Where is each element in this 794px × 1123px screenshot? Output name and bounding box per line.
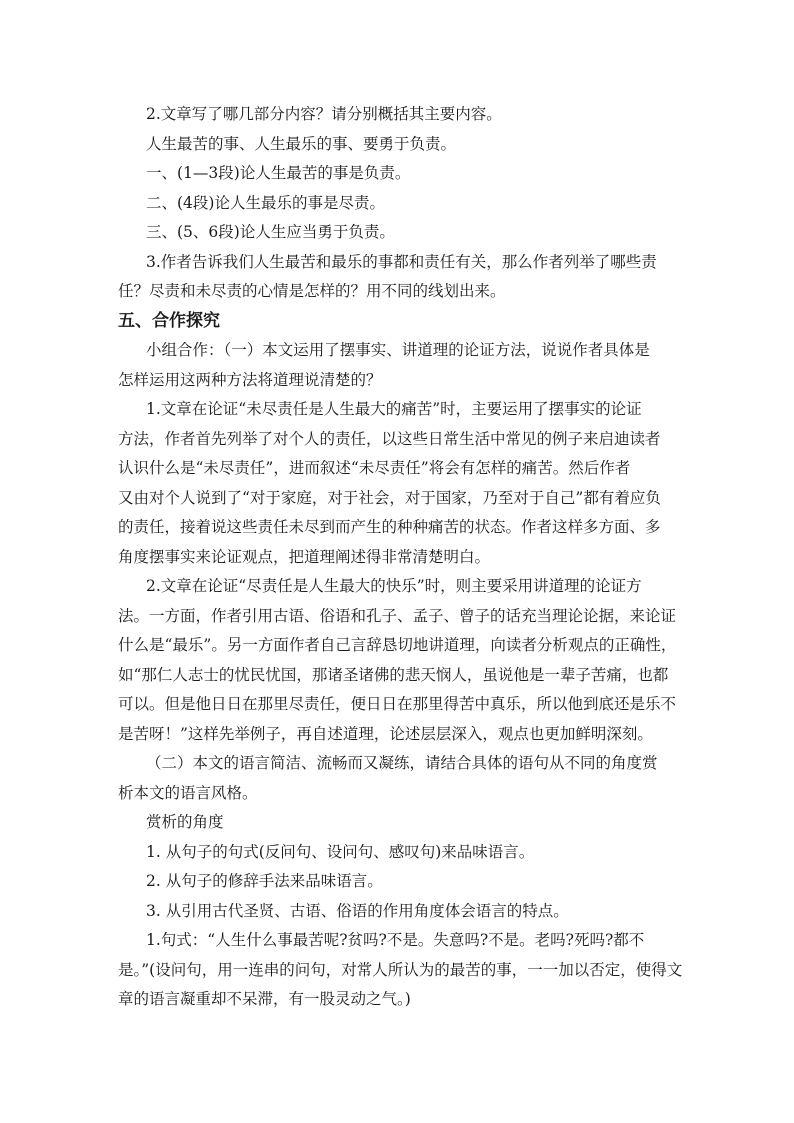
answer-summary: 人生最苦的事、人生最乐的事、要勇于负责。 bbox=[146, 134, 457, 153]
analysis-2-line: 法。一方面，作者引用古语、俗语和孔子、孟子、曾子的话充当理论论据，来论证 bbox=[118, 606, 677, 625]
appreciation-angle-3: 3. 从引用古代圣贤、古语、俗语的作用角度体会语言的特点。 bbox=[146, 901, 569, 920]
document-body bbox=[118, 100, 692, 1015]
analysis-2-line: 可以。但是他日日在那里尽责任，便日日在那里得苦中真乐，所以他到底还是乐不 bbox=[118, 695, 677, 713]
analysis-1: 1.文章在论证“未尽责任是人生最大的痛苦”时，主要运用了摆事实的论证 bbox=[146, 400, 642, 418]
analysis-2-line: 如“那仁人志士的忧民忧国，那诸圣诸佛的悲天悯人，虽说他是一辈子苦痛，也都 bbox=[118, 665, 669, 684]
part-two: 二、(4段)论人生最乐的事是尽责。 bbox=[146, 193, 385, 212]
part-three: 三、(5、6段)论人生应当勇于负责。 bbox=[146, 223, 395, 241]
group-task-1: 小组合作：（一）本文运用了摆事实、讲道理的论证方法，说说作者具体是 bbox=[146, 341, 650, 359]
question-3: 3.作者告诉我们人生最苦和最乐的事都和责任有关，那么作者列举了哪些责 bbox=[146, 252, 657, 271]
group-task-1-cont: 怎样运用这两种方法将道理说清楚的？ bbox=[118, 370, 382, 389]
appreciation-angle-2: 2. 从句子的修辞手法来品味语言。 bbox=[146, 872, 383, 890]
analysis-2: 2.文章在论证“尽责任是人生最大的快乐”时，则主要采用讲道理的论证方 bbox=[146, 577, 642, 595]
appreciation-title: 赏析的角度 bbox=[146, 813, 224, 831]
sentence-analysis: 1.句式：“人生什么事最苦呢?贫吗?不是。失意吗?不是。老吗?死吗?都不 bbox=[146, 931, 645, 949]
group-task-2-cont: 析本文的语言风格。 bbox=[118, 783, 258, 802]
question-2: 2.文章写了哪几部分内容？请分别概括其主要内容。 bbox=[146, 105, 502, 123]
question-3-cont: 任？尽责和未尽责的心情是怎样的？用不同的线划出来。 bbox=[118, 282, 506, 300]
sentence-analysis-line: 是。”(设问句，用一连串的问句，对常人所认为的最苦的事，一一加以否定，使得文 bbox=[118, 960, 683, 979]
analysis-2-line: 是苦呀！”这样先举例子，再自述道理，论述层层深入，观点也更加鲜明深刻。 bbox=[118, 724, 653, 743]
analysis-1-line: 方法，作者首先列举了对个人的责任，以这些日常生活中常见的例子来启迪读者 bbox=[118, 429, 661, 448]
analysis-2-line: 什么是“最乐”。另一方面作者自己言辞恳切地讲道理，向读者分析观点的正确性， bbox=[118, 636, 677, 654]
section-heading: 五、合作探究 bbox=[118, 310, 220, 331]
appreciation-angle-1: 1. 从句子的句式(反问句、设问句、感叹句)来品味语言。 bbox=[146, 842, 535, 861]
group-task-2: （二）本文的语言简洁、流畅而又凝练，请结合具体的语句从不同的角度赏 bbox=[146, 754, 658, 772]
part-one: 一、(1—3段)论人生最苦的事是负责。 bbox=[146, 164, 411, 182]
sentence-analysis-line: 章的语言凝重却不呆滞，有一股灵动之气。) bbox=[118, 990, 411, 1008]
analysis-1-line: 的责任，接着说这些责任未尽到而产生的种种痛苦的状态。作者这样多方面、多 bbox=[118, 518, 661, 536]
analysis-1-line: 角度摆事实来论证观点，把道理阐述得非常清楚明白。 bbox=[118, 547, 491, 566]
analysis-1-line: 认识什么是“未尽责任”，进而叙述“未尽责任”将会有怎样的痛苦。然后作者 bbox=[118, 459, 631, 477]
analysis-1-line: 又由对个人说到了“对于家庭，对于社会，对于国家，乃至对于自己”都有着应负 bbox=[118, 488, 661, 507]
